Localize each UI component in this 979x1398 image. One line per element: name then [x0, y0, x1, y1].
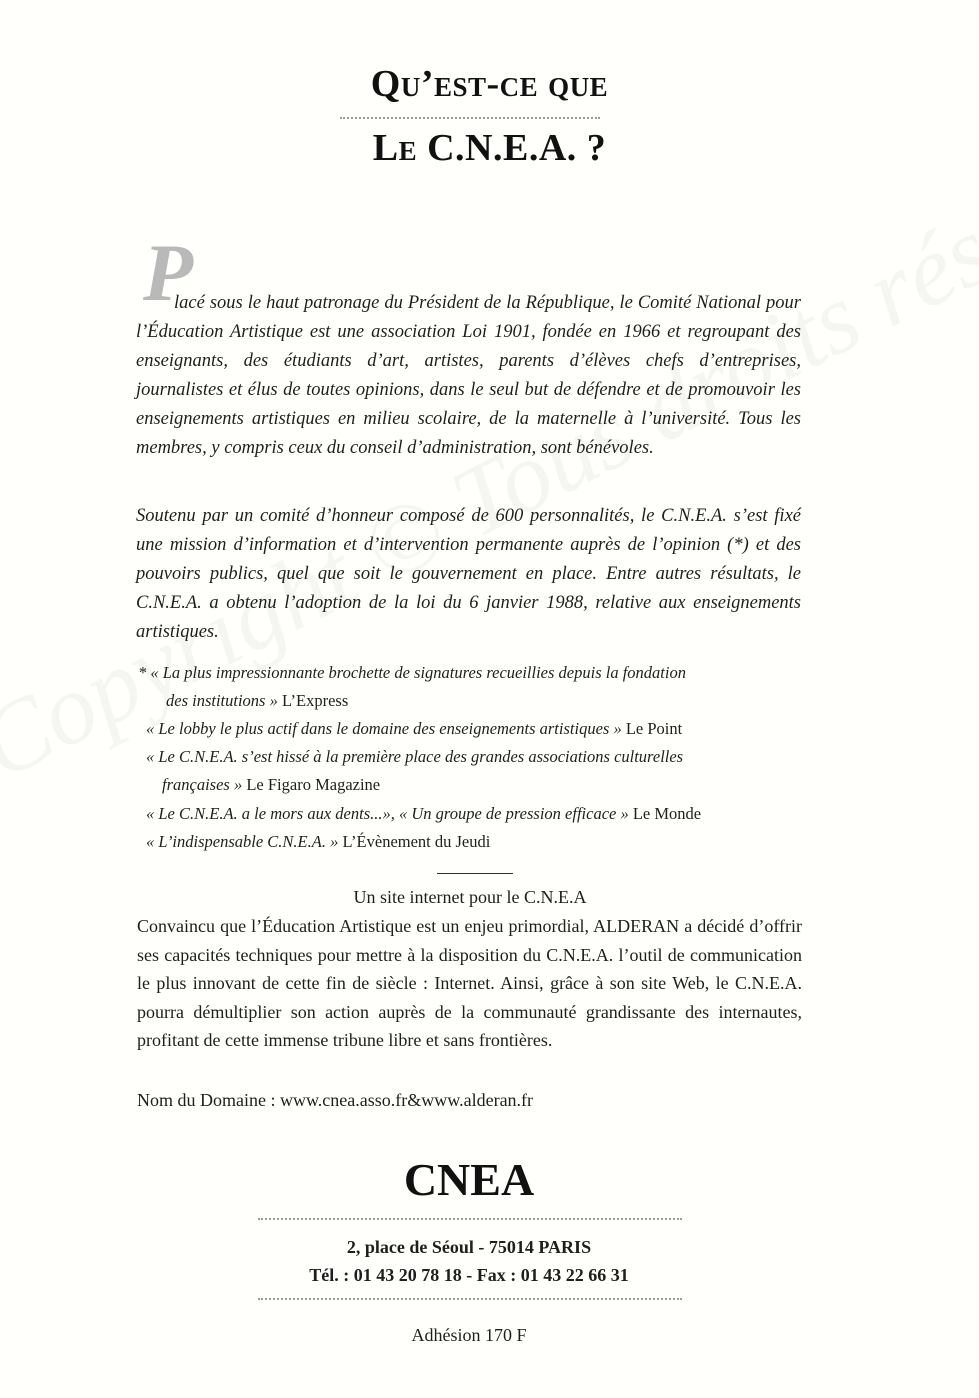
- press-quote-text: * « La plus impressionnante brochette de signatures recueillies depuis la fondation: [138, 663, 686, 682]
- press-quote-text: « Le C.N.E.A. a le mors aux dents...», « Un groupe de pression efficace »: [146, 804, 629, 823]
- organization-name: CNEA: [403, 1154, 535, 1205]
- page-title-line-1: Qu’est-ce que: [370, 63, 609, 105]
- press-quote-text: « Le C.N.E.A. s’est hissé à la première place des grandes associations culturelles: [146, 747, 684, 766]
- press-quote-source: Le Figaro Magazine: [242, 775, 381, 794]
- section-divider: [437, 873, 513, 874]
- press-quote: [138, 659, 798, 715]
- page-title-line-2: Le C.N.E.A. ?: [372, 127, 607, 169]
- press-quote-text: « Le lobby le plus actif dans le domaine des enseignements artistiques »: [146, 719, 622, 738]
- press-quote-text: « L’indispensable C.N.E.A. »: [146, 832, 339, 851]
- footer-divider-bottom: [258, 1298, 682, 1300]
- postal-address: 2, place de Séoul - 75014 PARIS: [346, 1237, 592, 1257]
- website-section-body: Convaincu que l’Éducation Artistique est un enjeu primordial, ALDERAN a décidé d’offrir ses capacités techniques pour mettre à la disposition du C.N.E.A. l’outil de communication le plus innovant de cette fin de siècle : Internet. Ainsi, grâce à son site Web, le C.N.E.A. pourra démultiplier son action auprès de la communauté grandissante des internautes, profitant de cette immense tribune libre et sans frontières.: [137, 916, 802, 1051]
- phone-fax: Tél. : 01 43 20 78 18 - Fax : 01 43 22 66 31: [309, 1265, 629, 1285]
- intro-paragraph-1: [136, 289, 801, 463]
- website-section-title: Un site internet pour le C.N.E.A: [353, 887, 587, 907]
- press-quote-source: Le Point: [621, 719, 683, 738]
- intro-paragraph-2: Soutenu par un comité d’honneur composé de 600 personnalités, le C.N.E.A. s’est fixé une mission d’information et d’intervention permanente auprès de l’opinion (*) et des pouvoirs publics, quel que soit le gouvernement en place. Entre autres résultats, le C.N.E.A. a obtenu l’adoption de la loi du 6 janvier 1988, relative aux enseignements artistiques.: [136, 506, 801, 642]
- press-quote-source: Le Monde: [628, 804, 702, 823]
- title-divider: [340, 117, 600, 119]
- press-quote-text-continued: des institutions »: [166, 691, 278, 710]
- domain-name-line: Nom du Domaine : www.cnea.asso.fr&www.alderan.fr: [137, 1090, 534, 1110]
- drop-cap: P: [143, 227, 194, 318]
- footer-divider-top: [258, 1218, 682, 1220]
- intro-paragraph-1-text: lacé sous le haut patronage du Président de la République, le Comité National pour l’Éducation Artistique est une association Loi 1901, fondée en 1966 et regroupant des enseignants, des étudiants d’art, artistes, parents d’élèves chefs d’entreprises, journalistes et élus de toutes opinions, dans le seul but de défendre et de promouvoir les enseignements artistiques en milieu scolaire, de la maternelle à l’université. Tous les membres, y compris ceux du conseil d’administration, sont bénévoles.: [136, 293, 801, 458]
- press-quote: [146, 828, 806, 856]
- membership-fee: Adhésion 170 F: [411, 1325, 527, 1345]
- press-quote-source: L’Express: [277, 691, 349, 710]
- press-quote: [146, 715, 806, 743]
- press-quote: [146, 800, 806, 828]
- press-quote-source: L’Évènement du Jeudi: [338, 832, 491, 851]
- press-quote: [146, 743, 806, 799]
- press-quote-text-continued: françaises »: [162, 775, 243, 794]
